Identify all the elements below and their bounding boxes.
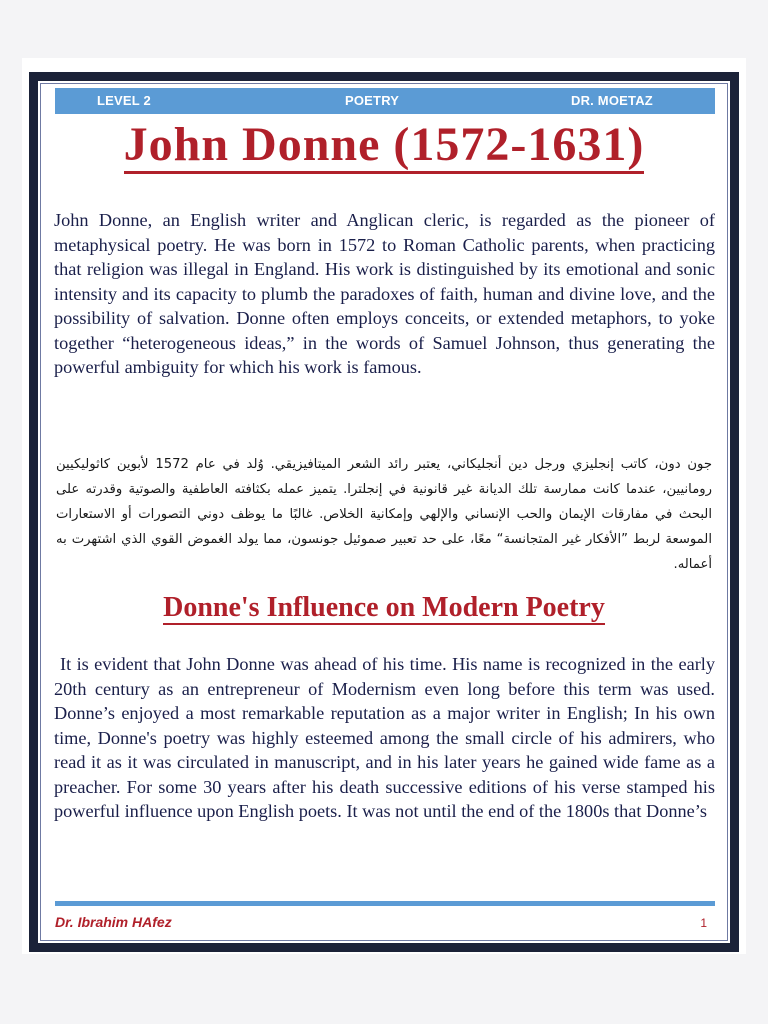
page-number: 1 xyxy=(700,916,707,930)
page-border-frame xyxy=(29,72,739,952)
influence-paragraph: It is evident that John Donne was ahead of his time. His name is recognized in the early 20th century as an entrepreneur of Modernism even long before this term was used. Donne’s enjoyed a most remarkable reputation as a major writer in English; In his own time, Donne's poetry was highly esteemed among the small circle of his admirers, who read it as it was circulated in manuscript, and in his later years he gained wide fame as a preacher. For some 30 years after his death successive editions of his verse stamped his powerful influence upon English poets. It was not until the end of the 1800s that Donne’s xyxy=(54,654,715,821)
page-title-text: John Donne (1572-1631) xyxy=(124,118,645,174)
footer-author: Dr. Ibrahim HAfez xyxy=(55,914,172,930)
header-level: LEVEL 2 xyxy=(97,93,151,108)
header-bar xyxy=(55,88,715,114)
section-title-text: Donne's Influence on Modern Poetry xyxy=(163,592,605,623)
header-subject: POETRY xyxy=(345,93,400,108)
arabic-paragraph: جون دون، كاتب إنجليزي ورجل دين أنجليكاني، يعتبر رائد الشعر الميتافيزيقي. وُلد في عام 1572 لأبوين كاثوليكيين رومانيين، عندما كانت ممارسة تلك الديانة غير قانونية في إنجلترا. يتميز عمله بكثافته العاطفية والصوتية وقدرته على البحث في مفارقات الإيمان والحب الإنساني والإلهي وإمكانية الخلاص. غالبًا ما يوظف دوني التصورات أو الاستعارات الموسعة لربط ”الأفكار غير المتجانسة“ معًا، على حد تعبير صموئيل جونسون، مما يولد الغموض القوي الذي اشتهرت به أعماله. xyxy=(56,457,712,572)
header-instructor: DR. MOETAZ xyxy=(571,93,653,108)
intro-paragraph: John Donne, an English writer and Anglican cleric, is regarded as the pioneer of metaphysical poetry. He was born in 1572 to Roman Catholic parents, when practicing that religion was illegal in England. His work is distinguished by its emotional and sonic intensity and its capacity to plumb the paradoxes of faith, human and divine love, and the possibility of salvation. Donne often employs conceits, or extended metaphors, to yoke together “heterogeneous ideas,” in the words of Samuel Johnson, thus generating the powerful ambiguity for which his work is famous. xyxy=(54,210,715,377)
section-title xyxy=(38,590,730,626)
page-title xyxy=(38,115,730,175)
footer-divider xyxy=(55,901,715,906)
